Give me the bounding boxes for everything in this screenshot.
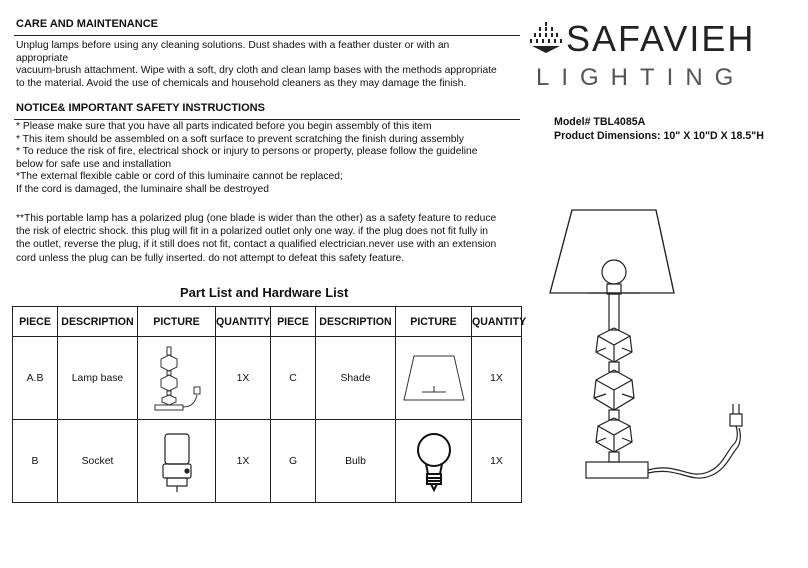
- description-cell: Socket: [58, 420, 138, 503]
- brand-name: SAFAVIEH: [566, 18, 756, 59]
- table-header-row: [13, 307, 522, 337]
- care-line: appropriate: [16, 52, 69, 64]
- care-divider: [14, 35, 520, 36]
- table-row: [13, 337, 522, 420]
- chandelier-logo-icon: [528, 22, 564, 54]
- piece-cell: A.B: [13, 337, 58, 420]
- plug-line: the risk of electric shock. this plug will fit in a polarized outlet only one way. if the plug does not fit fully in: [16, 226, 488, 238]
- description-cell: Bulb: [316, 420, 396, 503]
- care-line: vacuum-brush attachment. Wipe with a soft, dry cloth and clean lamp bases with the methods appropriate: [16, 65, 497, 77]
- brand-sub: LIGHTING: [536, 64, 746, 91]
- safety-line: If the cord is damaged, the luminaire shall be destroyed: [16, 183, 269, 195]
- lamp-illustration-icon: [548, 200, 778, 500]
- part-list-title: Part List and Hardware List: [180, 285, 349, 300]
- quantity-cell: 1X: [216, 420, 271, 503]
- quantity-cell: 1X: [472, 337, 522, 420]
- bulb-icon: [412, 430, 456, 492]
- header-quantity: QUANTITY: [472, 307, 522, 337]
- safety-line: * This item should be assembled on a soft surface to prevent scratching the finish during assembly: [16, 133, 464, 145]
- description-cell: Lamp base: [58, 337, 138, 420]
- picture-cell: [138, 420, 216, 503]
- picture-cell: [396, 337, 472, 420]
- safety-line: * Please make sure that you have all parts indicated before you begin assembly of this item: [16, 121, 432, 132]
- table-row: [13, 420, 522, 503]
- model-number: Model# TBL4085A: [554, 116, 646, 128]
- lamp-base-icon: [147, 345, 207, 411]
- piece-cell: C: [271, 337, 316, 420]
- plug-notice: [16, 212, 496, 265]
- care-line: to the material. Avoid the use of chemicals and household cleaners as they may damage the finish.: [16, 77, 467, 89]
- header-piece: PIECE: [271, 307, 316, 337]
- safety-line: below for safe use and installation: [16, 158, 172, 170]
- care-title: CARE AND MAINTENANCE: [16, 18, 158, 30]
- safety-line: *The external flexible cable or cord of this luminaire cannot be replaced;: [16, 171, 343, 183]
- picture-cell: [138, 337, 216, 420]
- header-picture: PICTURE: [396, 307, 472, 337]
- piece-cell: G: [271, 420, 316, 503]
- piece-cell: B: [13, 420, 58, 503]
- socket-icon: [157, 430, 197, 492]
- plug-line: **This portable lamp has a polarized plug (one blade is wider than the other) as a safety feature to reduce: [16, 213, 497, 224]
- quantity-cell: 1X: [472, 420, 522, 503]
- description-cell: Shade: [316, 337, 396, 420]
- product-dimensions: Product Dimensions: 10" X 10"D X 18.5"H: [554, 130, 764, 142]
- safety-divider: [14, 119, 520, 120]
- header-piece: PIECE: [13, 307, 58, 337]
- header-quantity: QUANTITY: [216, 307, 271, 337]
- shade-icon: [402, 352, 466, 404]
- safety-title: NOTICE& IMPORTANT SAFETY INSTRUCTIONS: [16, 102, 265, 114]
- care-line: Unplug lamps before using any cleaning solutions. Dust shades with a feather duster or with an: [16, 40, 450, 51]
- header-description: DESCRIPTION: [58, 307, 138, 337]
- header-description: DESCRIPTION: [316, 307, 396, 337]
- safety-text: [16, 121, 478, 197]
- header-picture: PICTURE: [138, 307, 216, 337]
- plug-line: the outlet, reverse the plug, if it still does not fit, contact a qualified electrician.never use with an extension: [16, 239, 497, 251]
- picture-cell: [396, 420, 472, 503]
- part-list-table: [12, 306, 527, 503]
- quantity-cell: 1X: [216, 337, 271, 420]
- plug-line: cord unless the plug can be fully inserted. do not attempt to defeat this safety feature.: [16, 252, 405, 264]
- care-text: [16, 40, 497, 90]
- safety-line: * To reduce the risk of fire, electrical shock or injury to persons or property, please follow the guideline: [16, 146, 478, 158]
